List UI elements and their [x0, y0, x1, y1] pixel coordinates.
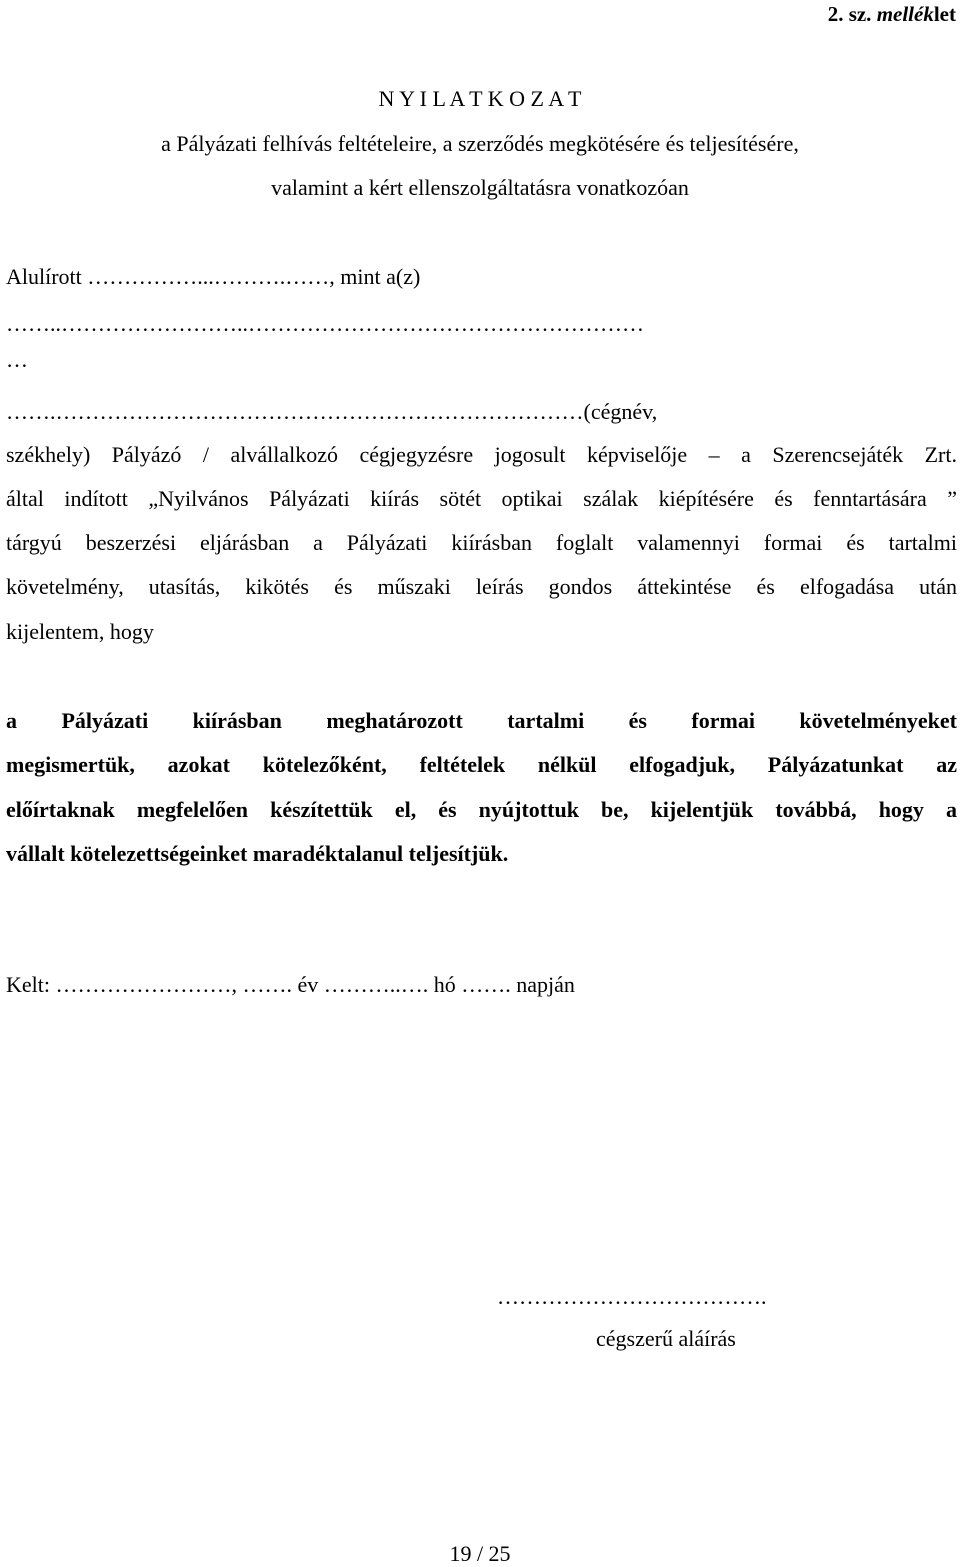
- declaration-line-2: megismertük, azokat kötelezőként, feltételek nélkül elfogadjuk, Pályázatunkat az: [6, 752, 957, 777]
- date-line: Kelt: ……………………, ……. év ………..…. hó ……. napján: [6, 972, 575, 997]
- intro-line-1: Alulírott ……………...……….……, mint a(z): [6, 264, 421, 289]
- body-line-2: által indított „Nyilvános Pályázati kiírás sötét optikai szálak kiépítésére és fenntartására ”: [6, 486, 957, 511]
- body-line-4: követelmény, utasítás, kikötés és műszaki leírás gondos áttekintése és elfogadása után: [6, 574, 957, 599]
- declaration-line-4: vállalt kötelezettségeinket maradéktalanul teljesítjük.: [6, 841, 509, 866]
- annex-label: [828, 2, 956, 26]
- body-line-1: székhely) Pályázó / alvállalkozó cégjegyzésre jogosult képviselője – a Szerencsejáték Zrt.: [6, 442, 957, 467]
- intro-line-4: …….………………………………………………………………(cégnév,: [6, 399, 658, 424]
- document-title: N Y I L A T K O Z A T: [378, 86, 582, 111]
- intro-line-3: …: [6, 347, 28, 372]
- page-number: 19 / 25: [449, 1541, 511, 1566]
- intro-line-2: ……..……………………..………………………………………………: [6, 311, 644, 336]
- subtitle-line-2: valamint a kért ellenszolgáltatásra vonatkozóan: [271, 175, 689, 200]
- declaration-line-1: a Pályázati kiírásban meghatározott tartalmi és formai követelményeket: [6, 708, 957, 733]
- declaration-line-3: előírtaknak megfelelően készítettük el, és nyújtottuk be, kijelentjük továbbá, hogy a: [6, 797, 957, 822]
- annex-italic: mellék: [876, 2, 934, 26]
- signature-label: cégszerű aláírás: [596, 1326, 736, 1351]
- subtitle-line-1: a Pályázati felhívás feltételeire, a szerződés megkötésére és teljesítésére,: [161, 131, 799, 156]
- body-line-3: tárgyú beszerzési eljárásban a Pályázati kiírásban foglalt valamennyi formai és tartalmi: [6, 530, 957, 555]
- signature-dots: ……………………………….: [497, 1284, 767, 1309]
- annex-prefix: 2. sz.: [827, 2, 877, 26]
- annex-suffix: let: [933, 2, 956, 26]
- body-line-5: kijelentem, hogy: [6, 619, 154, 644]
